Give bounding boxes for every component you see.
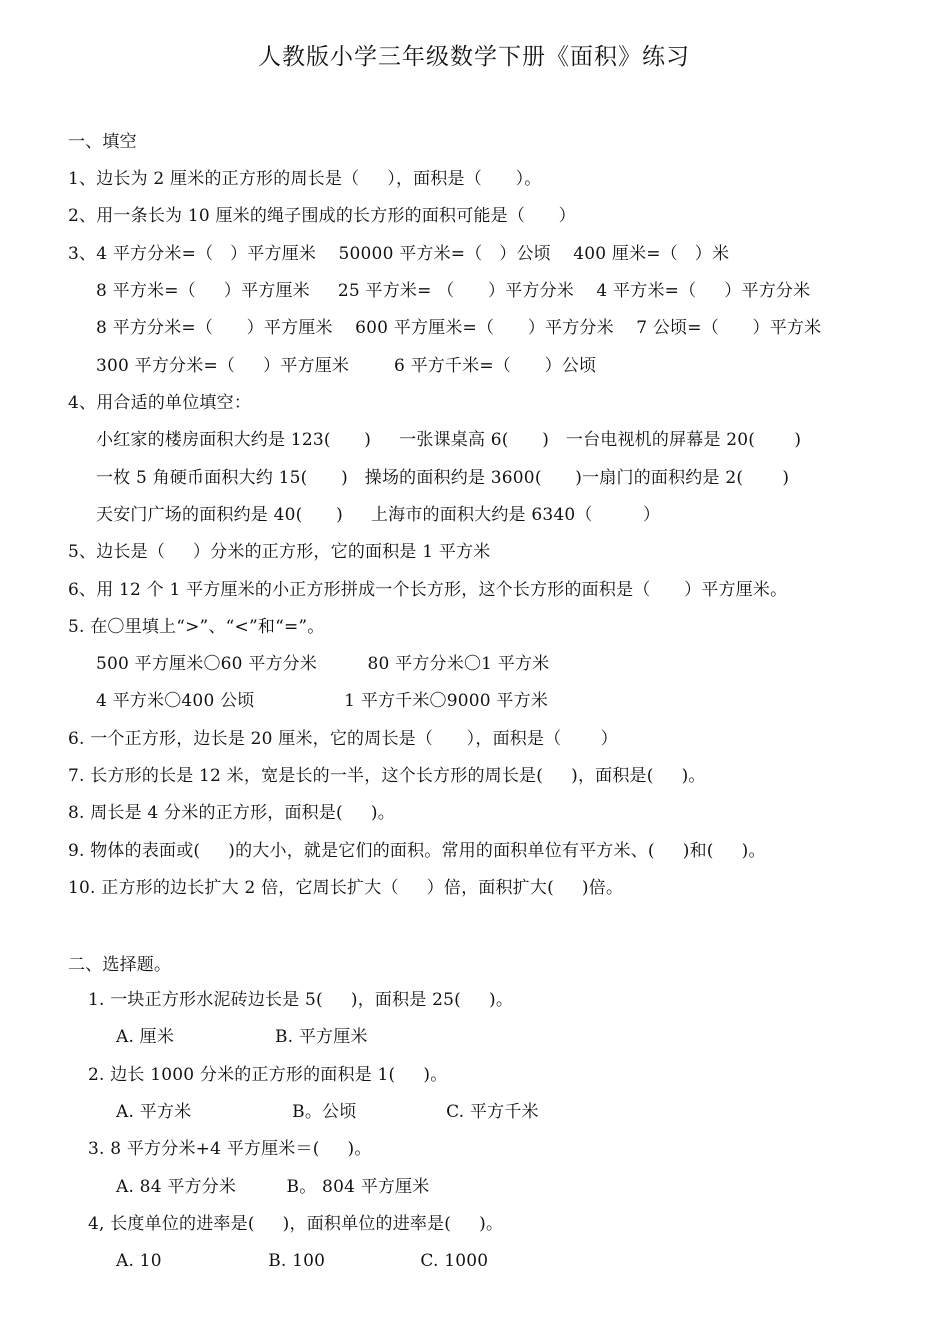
question-line: 300 平方分米=（ ）平方厘米 6 平方千米=（ ）公顷 [96, 356, 597, 376]
question-line: 一枚 5 角硬币面积大约 15( ) 操场的面积约是 3600( )一扇门的面积约是 2( ) [96, 468, 790, 488]
section-heading-choice: 二、选择题。 [68, 955, 172, 975]
question-line: 2. 边长 1000 分米的正方形的面积是 1( )。 [88, 1065, 448, 1085]
question-line: 1、边长为 2 厘米的正方形的周长是（ ），面积是（ ）。 [68, 169, 542, 189]
question-line: 4 平方米〇400 公顷 1 平方千米〇9000 平方米 [96, 691, 549, 711]
question-line: 8 平方分米=（ ）平方厘米 600 平方厘米=（ ）平方分米 7 公顷=（ ）平方米 [96, 318, 822, 338]
question-line: 4、用合适的单位填空： [68, 393, 252, 413]
question-line: 4, 长度单位的进率是( )，面积单位的进率是( )。 [88, 1214, 504, 1234]
question-line: 5. 在〇里填上“>”、“<”和“=”。 [68, 617, 325, 637]
question-line: 7. 长方形的长是 12 米，宽是长的一半，这个长方形的周长是( )，面积是( )。 [68, 766, 706, 786]
section-heading-fill-blank: 一、填空 [68, 132, 137, 152]
question-line: 9. 物体的表面或( )的大小，就是它们的面积。常用的面积单位有平方米、( )和( )。 [68, 841, 766, 861]
question-line: 3. 8 平方分米+4 平方厘米＝( )。 [88, 1139, 372, 1159]
question-line: 小红家的楼房面积大约是 123( ) 一张课桌高 6( ) 一台电视机的屏幕是 20( ) [96, 430, 802, 450]
question-line: 6. 一个正方形，边长是 20 厘米，它的周长是（ ），面积是（ ） [68, 729, 618, 749]
question-line: 天安门广场的面积约是 40( ) 上海市的面积大约是 6340（ ） [96, 505, 661, 525]
question-line: 6、用 12 个 1 平方厘米的小正方形拼成一个长方形，这个长方形的面积是（ ）平方厘米。 [68, 580, 788, 600]
question-line: 1. 一块正方形水泥砖边长是 5( )，面积是 25( )。 [88, 990, 514, 1010]
question-line: 3、4 平方分米=（ ）平方厘米 50000 平方米=（ ）公顷 400 厘米=（ ）米 [68, 244, 730, 264]
question-line: 2、用一条长为 10 厘米的绳子围成的长方形的面积可能是（ ） [68, 206, 576, 226]
question-line: 5、边长是（ ）分米的正方形，它的面积是 1 平方米 [68, 542, 491, 562]
question-line: 500 平方厘米〇60 平方分米 80 平方分米〇1 平方米 [96, 654, 550, 674]
option-line: A. 厘米 B. 平方厘米 [116, 1027, 368, 1047]
option-line: A. 平方米 B。公顷 C. 平方千米 [116, 1102, 539, 1122]
question-line: 8 平方米=（ ）平方厘米 25 平方米= （ ）平方分米 4 平方米=（ ）平方分米 [96, 281, 811, 301]
question-line: 8. 周长是 4 分米的正方形，面积是( )。 [68, 803, 395, 823]
page-title: 人教版小学三年级数学下册《面积》练习 [258, 44, 690, 70]
question-line: 10. 正方形的边长扩大 2 倍，它周长扩大（ ）倍，面积扩大( )倍。 [68, 878, 624, 898]
option-line: A. 10 B. 100 C. 1000 [116, 1251, 489, 1271]
option-line: A. 84 平方分米 B。 804 平方厘米 [116, 1177, 430, 1197]
